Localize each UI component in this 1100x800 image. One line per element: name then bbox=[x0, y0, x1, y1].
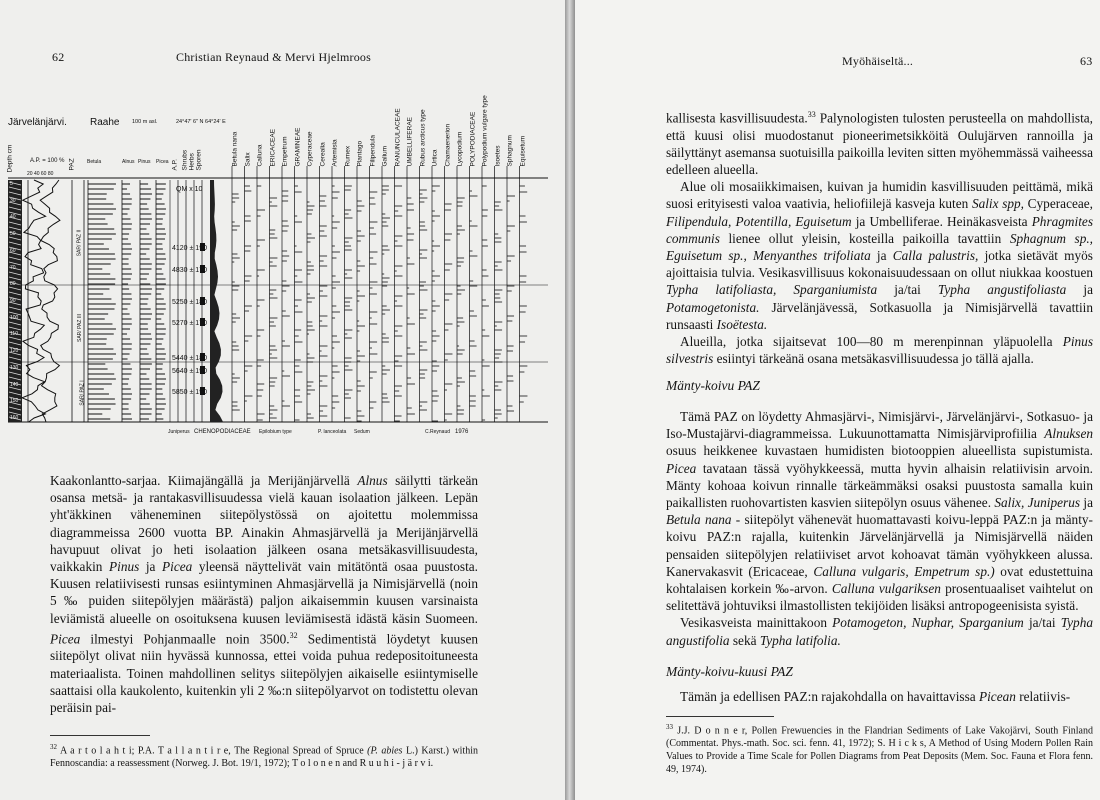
text-run: Cyperaceae, bbox=[1024, 196, 1093, 212]
zone-tag-3: SAR/ PAZ III bbox=[76, 314, 83, 342]
footnote-ref-32[interactable]: 32 bbox=[289, 630, 298, 640]
species: Pinus silvestris bbox=[666, 334, 1093, 367]
species-picea: Picea bbox=[162, 559, 193, 575]
species: Salix spp, bbox=[971, 196, 1024, 212]
heading-manty-koivu-kuusi: Mänty-koivu-kuusi PAZ bbox=[666, 664, 793, 679]
book-gutter bbox=[565, 0, 575, 800]
bottom-label-lanceolata: P. lanceolata bbox=[318, 429, 347, 435]
species: Calla palustris, bbox=[892, 248, 979, 264]
species: Sphagnum sp., Eguisetum sp., Menyanthes trifoliata bbox=[666, 230, 1094, 264]
alnus-label: Alnus bbox=[122, 159, 135, 165]
depth-tick: 150 bbox=[10, 398, 19, 405]
pinus-label: Pinus bbox=[138, 159, 151, 165]
text-run: tavataan tässä vyöhykkeessä, mutta hyvin alhaisin relatiivisin arvoin. Mänty kohoaa koivun rinnalle tärkeämmäksi osaksi puustosta samalla kuin paikallisten ruohovartisten kasvien siitepölyn osuus vähenee. bbox=[666, 460, 1093, 511]
taxon-label: ERICACEAE bbox=[269, 128, 276, 167]
species: Typha angustifolia bbox=[666, 615, 1093, 648]
taxon-label: Polypodium vulgare type bbox=[481, 95, 489, 167]
paragraph-4 bbox=[666, 408, 1093, 614]
footnote-author: A a r t o l a h t i bbox=[59, 745, 132, 757]
diagram-site: Järvelänjärvi. bbox=[8, 117, 67, 128]
species: Betula nana bbox=[666, 512, 732, 528]
text-run: ja Umbelliferae. Heinäkasveista bbox=[851, 213, 1032, 229]
text-run: esiintyi tärkeänä osana metsäkasvillisuudessa jo tällä ajalla. bbox=[713, 351, 1034, 367]
radiocarbon-date: 4120 ± 190 bbox=[172, 245, 207, 252]
species: Salix, Juniperus bbox=[994, 495, 1081, 511]
taxon-label: POLYPODIACEAE bbox=[469, 111, 476, 167]
radiocarbon-date: 5640 ± 190 bbox=[172, 368, 207, 375]
taxon-label: Isoetes bbox=[494, 145, 501, 167]
ap-column-label: A.P. bbox=[171, 159, 179, 171]
footnote-text: ; P.A. T a l l a n t i r e, The Regional Spread of Spruce bbox=[131, 745, 368, 757]
depth-tick: 50 bbox=[10, 231, 16, 238]
left-body-text bbox=[50, 472, 478, 716]
text-run: ovat edustettuina kohtalaisen korkein ‰-arvon. bbox=[666, 563, 1093, 597]
bottom-label-juniperus: Juniperus bbox=[168, 429, 190, 435]
species-alnus: Alnus bbox=[357, 473, 388, 488]
radiocarbon-date: 5270 ± 170 bbox=[172, 320, 207, 327]
depth-tick: 130 bbox=[10, 364, 19, 371]
taxon-label: Cyperaceae bbox=[306, 131, 314, 167]
footnote-species: (P. abies bbox=[367, 745, 403, 757]
depth-tick: 40 bbox=[10, 214, 16, 221]
taxon-label: Equisetum bbox=[519, 135, 526, 167]
page-number-left: 62 bbox=[52, 50, 65, 64]
text-run: ja bbox=[139, 559, 163, 575]
species: Typha latifoliasta, Sparganiumista bbox=[666, 282, 878, 298]
left-paragraph bbox=[50, 472, 478, 716]
footnote-rule-right bbox=[666, 716, 774, 717]
text-run: Tämä PAZ on löydetty Ahmasjärvi-, Nimisjärvi-, Järvelänjärvi-, Sotkasuo- ja Iso-Mustajärvi-diagrammeissa. Lukuunottamatta Nimisjärviprofiilia bbox=[666, 409, 1093, 442]
taxon-label: Rubus arcticus type bbox=[419, 109, 426, 167]
sporen-label: Sporen bbox=[195, 149, 203, 171]
right-body-top bbox=[666, 106, 1093, 367]
taxon-label: Lycopodium bbox=[456, 131, 464, 167]
diagram-coords: 24°47' 6" N 64°24' E bbox=[176, 119, 226, 125]
depth-tick: 90 bbox=[10, 298, 16, 304]
depth-tick: 70 bbox=[10, 264, 16, 271]
taxon-label: Salix bbox=[244, 152, 251, 167]
depth-tick: 160 bbox=[10, 415, 19, 421]
diagram-year: 1976 bbox=[455, 429, 469, 435]
footnote-text: , Pollen Frewuencies in the Flandrian Sediments of Lake Vakojärvi, South Finland (Commentat. Phys.-math. Soc. sci. fenn. 41, 1972); S. bbox=[666, 725, 1093, 750]
text-run: säilytti tärkeän osansa metsä- ja rantakasvillisuudessa vielä kauan isolaation jälkeen. Lepän yht'äkkinen väheneminen siitepölystössä on ajoitettu molemmissa diagrammeissa 2600 vuotta BP. Ainakin Ahmasjärvellä ja Merijänjärvellä havupuut olivat jo heti isolaation jälkeen osana metsäkasvillisuudesta, vaikkakin bbox=[50, 473, 478, 575]
diagram-elevation: 100 m asl. bbox=[132, 119, 158, 125]
text-run: ja bbox=[1066, 282, 1094, 298]
text-run: prosentuaaliset vaihtelut on selitettävä johtuviksi ilmastollisten tekijöiden lisäksi antropogeenisista syistä. bbox=[666, 581, 1093, 614]
bottom-label-sedum: Sedum bbox=[354, 429, 370, 435]
species: Typha angustifoliasta bbox=[937, 282, 1067, 298]
radiocarbon-date: 5440 ± 180 bbox=[172, 355, 207, 362]
shrubs-label: Shrubs bbox=[181, 149, 189, 171]
species: Potamogeton, Nuphar, Sparganium bbox=[832, 615, 1024, 631]
taxon-label: Sphagnum bbox=[506, 135, 514, 167]
diagram-x-axis: 20 40 60 80 bbox=[27, 171, 54, 177]
depth-tick: 5 bbox=[10, 181, 13, 187]
text-run: Sedimentistä löydetyt kuusen siitepölyt olivat niin hyvässä kunnossa, ettei voida puhua redepositoituneesta materiaalista. Toinen mahdollinen selitys siitepölyjen aikaiselle esiintymiselle saattaisi olla kaukolento, kuitenkin yli 2 ‰:n siitepölyarvot on todistettu olevan peräisin pai- bbox=[50, 631, 478, 716]
depth-tick: 30 bbox=[10, 197, 16, 204]
footnote-number: 33 bbox=[666, 723, 673, 731]
diagram-place: Raahe bbox=[90, 117, 120, 128]
betula-label: Betula bbox=[87, 159, 102, 165]
taxon-label: Rumex bbox=[344, 145, 351, 167]
footnote-rule-left bbox=[50, 735, 150, 736]
radiocarbon-date: 5250 ± 180 bbox=[172, 299, 207, 306]
species: Calluna vulgaris, Empetrum sp.) bbox=[813, 563, 995, 579]
depth-label: Depth cm bbox=[6, 144, 14, 173]
text-run: osuus heikkenee kuvastaen humidisten biotooppien alueellista supistumista. bbox=[666, 443, 1093, 459]
diagram-ap-label: A.P. = 100 % bbox=[30, 158, 65, 164]
paragraph-1 bbox=[666, 106, 1093, 178]
species: Isoëtesta. bbox=[716, 316, 768, 332]
taxon-label: Plantago bbox=[356, 140, 364, 167]
bottom-label-chenopodiaceae: CHENOPODIACEAE bbox=[194, 429, 251, 435]
paragraph-3 bbox=[666, 333, 1093, 367]
taxon-label: Empetrum bbox=[281, 136, 289, 167]
species: Typha latifolia. bbox=[759, 632, 841, 648]
taxon-label: Urtica bbox=[431, 149, 439, 167]
depth-tick: 120 bbox=[10, 348, 19, 355]
paragraph-2 bbox=[666, 178, 1093, 333]
species: Potamogetonista. bbox=[666, 299, 760, 315]
depth-tick: 100 bbox=[10, 314, 19, 321]
text-run: ja/tai bbox=[1023, 615, 1061, 631]
taxon-label: Calluna bbox=[256, 144, 264, 167]
paragraph-5 bbox=[666, 614, 1093, 648]
running-head-left: Christian Reynaud & Mervi Hjelmroos bbox=[176, 50, 371, 64]
text-run: ja/tai bbox=[877, 282, 938, 298]
text-run: yleensä näyttelivät vain mitätöntä osaa puustosta. Kuusen relatiivisesti runsas esiintyminen Ahmasjärvellä ja Nimisjärvellä (noin 5 ‰ puiden siitepölyjen määrästä) paljon aikaisemmin kuusen varsinaista leviämistä alueelle on osoituksena kuusen leviämisestä idästä käsin Suomeen. bbox=[50, 559, 478, 626]
species: Alnuksen bbox=[1044, 426, 1093, 442]
picea-label: Picea bbox=[156, 159, 169, 165]
species-pinus: Pinus bbox=[109, 559, 140, 575]
text-run: Järvelänjävessä, Sotkasuolla ja Nimisjärvellä tavattiin runsaasti bbox=[666, 299, 1093, 332]
taxon-label: GRAMINEAE bbox=[294, 127, 301, 167]
depth-tick: 60 bbox=[10, 247, 16, 254]
text-run: Palynologisten tulosten perusteella on mahdollista, että kuusi olisi muodostanut pioneerimetsikköitä Oulujärven rannoilla ja säilyttänyt asemansa suotuisilla paikoilla leviten sitten myöhemmässä vaiheessa edelleen alueella. bbox=[666, 110, 1093, 178]
zone-tag-2: SAR/ PAZ II bbox=[76, 229, 83, 257]
ap-curve-2 bbox=[40, 180, 60, 422]
depth-tick: 140 bbox=[10, 381, 19, 388]
species-picea: Picea bbox=[50, 631, 81, 647]
text-run: lienee ollut yleisin, kosteilla paikoilla tavattiin bbox=[719, 230, 1010, 246]
footnote-33 bbox=[666, 721, 1093, 776]
heading-manty-koivu: Mänty-koivu PAZ bbox=[666, 378, 760, 393]
species: Calluna vulgariksen bbox=[831, 581, 941, 597]
taxon-label: Betula nana bbox=[231, 131, 239, 167]
paragraph-6 bbox=[666, 688, 1093, 705]
taxon-label: Filipendula bbox=[369, 135, 376, 167]
footnote-32 bbox=[50, 741, 478, 770]
text-run: ja bbox=[1080, 495, 1093, 511]
text-run: ilmestyi Pohjanmaalle noin 3500. bbox=[80, 631, 290, 647]
bottom-label-epilobium: Epilobium type bbox=[259, 429, 292, 435]
chenopodiaceae-curve bbox=[210, 180, 223, 422]
text-run: Tämän ja edellisen PAZ:n rajakohdalla on havaittavissa bbox=[680, 689, 979, 704]
text-run: Alue oli mosaiikkimaisen, kuivan ja humidin kasvillisuuden peittämä, mikä suosi erityisesti valoa vaativia, heliofiilejä kasveja kuten bbox=[666, 179, 1093, 212]
text-run: ja bbox=[870, 248, 893, 264]
text-run: Alueilla, jotka sijaitsevat 100—80 m merenpinnan yläpuolella bbox=[680, 334, 1063, 350]
radiocarbon-date: 4830 ± 170 bbox=[172, 267, 207, 274]
taxon-label: Cerealia bbox=[319, 142, 326, 167]
text-run: jotka sietävät myös ajoittaisia tulvia. Vesikasvillisuus kokonaisuudessaan on ollut niukkaa koostuen bbox=[666, 248, 1093, 281]
paz-label: PAZ bbox=[68, 158, 76, 171]
footnote-text: J.J. bbox=[673, 725, 695, 737]
taxon-label: RANUNCULACEAE bbox=[394, 108, 401, 167]
diagram-author: C.Reynaud bbox=[425, 429, 451, 435]
footnote-author: D o n n e r bbox=[694, 725, 745, 737]
radiocarbon-date: 5850 ± 190 bbox=[172, 389, 207, 396]
species: Filipendula, Potentilla, Eguisetum bbox=[666, 213, 852, 229]
taxon-label: Chamaenerion bbox=[444, 123, 451, 167]
footnote-number: 32 bbox=[50, 743, 57, 751]
text-run: relatiivis- bbox=[1015, 689, 1071, 704]
species: Picean bbox=[978, 689, 1016, 704]
species: Phragmites communis bbox=[666, 213, 1093, 246]
zone-tag-1: SAR/ PAZ I bbox=[79, 380, 86, 406]
text-run: Kaakonlantto-sarjaa. Kiimajängällä ja Merijänjärvellä bbox=[50, 473, 358, 488]
footnote-author: H i c k s bbox=[888, 738, 924, 750]
taxon-label: Galium bbox=[381, 145, 389, 167]
text-run: sekä bbox=[729, 632, 760, 648]
footnote-text: , A Method of Using Modern Pollen Rain Values to Provide a Time Scale for Pollen Diagrams from Peat Deposits (Mem. Soc. Fauna et Flora fenn. 49, 1974). bbox=[666, 738, 1093, 776]
running-head-right: Myöhäiseltä... bbox=[842, 54, 914, 68]
taxon-label: Artemisia bbox=[331, 139, 339, 167]
footnote-ref-33[interactable]: 33 bbox=[807, 110, 816, 119]
page-number-right: 63 bbox=[1080, 54, 1093, 68]
pollen-diagram bbox=[0, 95, 560, 450]
depth-tick: 110 bbox=[10, 331, 18, 338]
text-run: Vesikasveista mainittakoon bbox=[680, 615, 833, 631]
diagram-qm-label: QM x 10 bbox=[176, 186, 203, 193]
herbs-label: Herbs bbox=[188, 153, 196, 171]
depth-tick: 80 bbox=[10, 281, 16, 288]
footnote-text: L.) Karst.) within Fennoscandia: a reassessment (Norweg. J. Bot. 19/1, 1972); T o l o n e n and R u u h i - j ä r v i. bbox=[50, 745, 478, 770]
taxon-label: UMBELLIFERAE bbox=[406, 117, 414, 167]
right-body-bottom bbox=[666, 688, 1093, 705]
text-run: kallisesta kasvillisuudesta. bbox=[666, 110, 808, 126]
text-run: - siitepölyt vähenevät huomattavasti koivu-leppä PAZ:n ja mänty-koivu PAZ:n rajalla, kuitenkin Järvelänjärvellä ja Nimisjärvellä näiden pensaiden siitepölyjen relatiiviset arvot kohoavat tämän vyöhykkeen alussa. Kanervakasvit (Ericaceae, bbox=[666, 512, 1093, 579]
right-body-middle bbox=[666, 408, 1093, 649]
right-page bbox=[575, 0, 1100, 800]
species: Picea bbox=[666, 460, 697, 476]
